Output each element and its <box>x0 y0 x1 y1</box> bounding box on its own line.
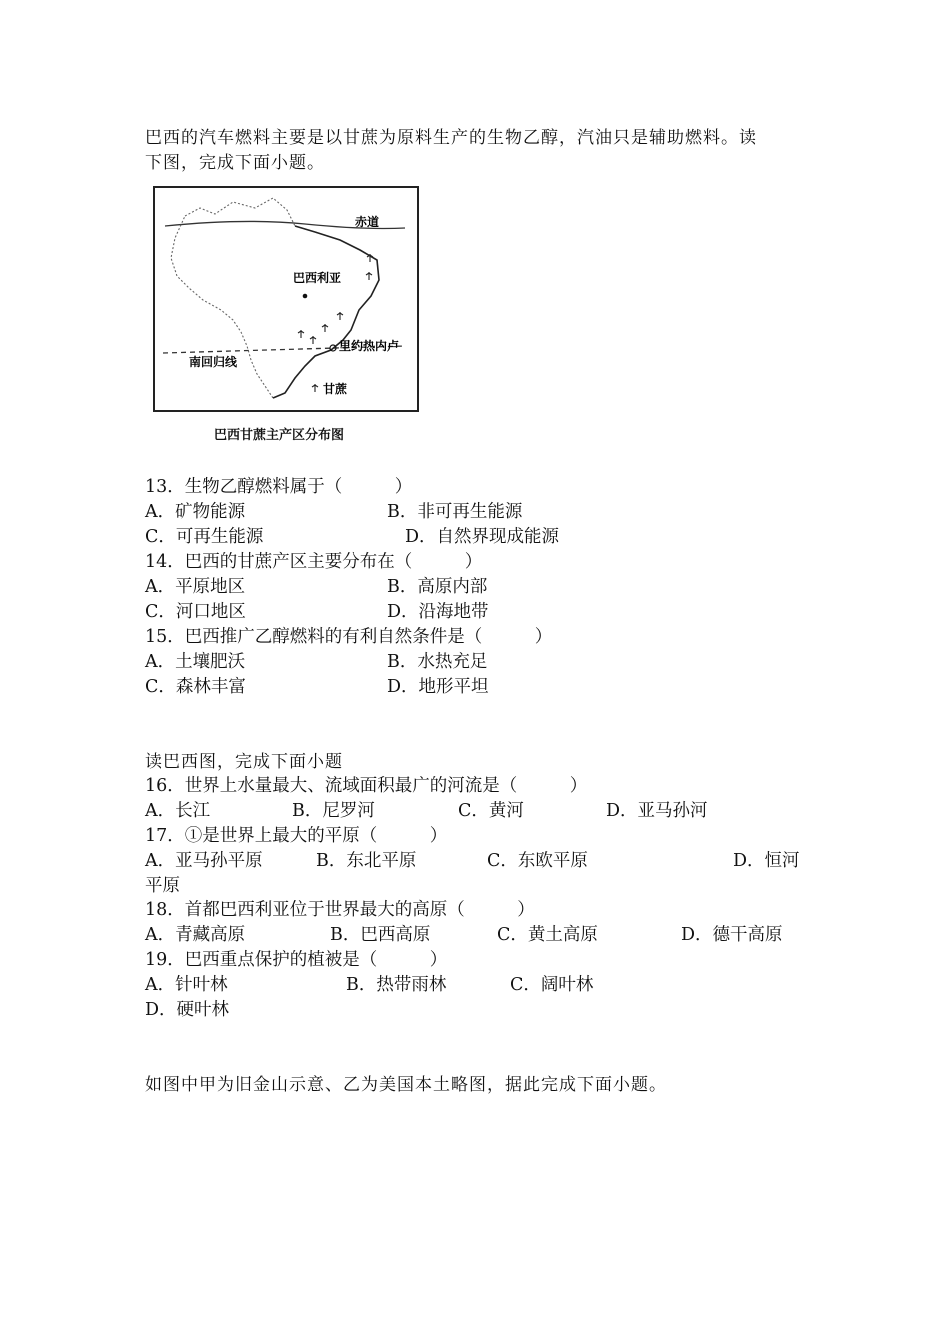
coastline <box>273 226 379 398</box>
q15-option-b: B．水热充足 <box>387 652 488 672</box>
q18-option-c: C．黄土高原 <box>497 925 598 945</box>
q18-option-a: A．青藏高原 <box>145 925 246 945</box>
q14-option-d: D．沿海地带 <box>387 602 489 622</box>
q14-option-c: C．河口地区 <box>145 602 246 622</box>
q13-option-b: B．非可再生能源 <box>387 502 523 522</box>
q15-option-a: A．土壤肥沃 <box>145 652 246 672</box>
intro-3: 如图中甲为旧金山示意、乙为美国本土略图，据此完成下面小题。 <box>145 1075 667 1095</box>
q14-option-a: A．平原地区 <box>145 577 246 597</box>
tropic-label: 南回归线 <box>189 355 238 369</box>
q19-option-a: A．针叶林 <box>145 975 228 995</box>
q13-option-a: A．矿物能源 <box>145 502 246 522</box>
q16-stem: 16．世界上水量最大、流域面积最广的河流是（ ） <box>145 776 588 796</box>
map-svg <box>155 188 417 410</box>
sugarcane-legend-icon <box>312 384 318 392</box>
q18-option-d: D．德干高原 <box>681 925 783 945</box>
q17-option-d: D．恒河 <box>733 851 800 871</box>
sugarcane-icon <box>366 272 372 280</box>
brazil-sugarcane-map <box>153 186 419 412</box>
rio-label: 里约热内卢 <box>339 339 400 353</box>
sugarcane-icon <box>337 312 343 320</box>
q14-option-b: B．高原内部 <box>387 577 488 597</box>
q19-option-d: D．硬叶林 <box>145 1000 230 1020</box>
q19-option-b: B．热带雨林 <box>346 975 447 995</box>
q17-stem: 17．①是世界上最大的平原（ ） <box>145 826 448 846</box>
q17-option-d-continued: 平原 <box>145 876 180 896</box>
sugarcane-icon <box>322 324 328 332</box>
q18-option-b: B．巴西高原 <box>330 925 431 945</box>
q13-option-d: D．自然界现成能源 <box>405 527 560 547</box>
q17-option-c: C．东欧平原 <box>487 851 588 871</box>
q16-option-b: B．尼罗河 <box>292 801 375 821</box>
intro-2: 读巴西图，完成下面小题 <box>145 752 343 772</box>
intro-line-2: 下图，完成下面小题。 <box>145 153 325 173</box>
intro-line-1: 巴西的汽车燃料主要是以甘蔗为原料生产的生物乙醇，汽油只是辅助燃料。读 <box>145 128 757 148</box>
q18-stem: 18．首都巴西利亚位于世界最大的高原（ ） <box>145 900 535 920</box>
q15-option-d: D．地形平坦 <box>387 677 489 697</box>
capital-dot <box>303 294 308 299</box>
q16-option-d: D．亚马孙河 <box>606 801 708 821</box>
sugarcane-icon <box>298 330 304 338</box>
q13-option-c: C．可再生能源 <box>145 527 264 547</box>
q17-option-a: A．亚马孙平原 <box>145 851 263 871</box>
q16-option-a: A．长江 <box>145 801 211 821</box>
q15-option-c: C．森林丰富 <box>145 677 246 697</box>
capital-label: 巴西利亚 <box>293 271 342 285</box>
q17-option-b: B．东北平原 <box>316 851 417 871</box>
legend-label: 甘蔗 <box>323 382 348 396</box>
q19-option-c: C．阔叶林 <box>510 975 594 995</box>
q19-stem: 19．巴西重点保护的植被是（ ） <box>145 950 448 970</box>
equator-label: 赤道 <box>355 215 380 229</box>
q14-stem: 14．巴西的甘蔗产区主要分布在（ ） <box>145 552 483 572</box>
q15-stem: 15．巴西推广乙醇燃料的有利自然条件是（ ） <box>145 627 553 647</box>
q13-stem: 13．生物乙醇燃料属于（ ） <box>145 477 413 497</box>
map-caption: 巴西甘蔗主产区分布图 <box>214 428 345 443</box>
q16-option-c: C．黄河 <box>458 801 524 821</box>
sugarcane-icon <box>310 336 316 344</box>
